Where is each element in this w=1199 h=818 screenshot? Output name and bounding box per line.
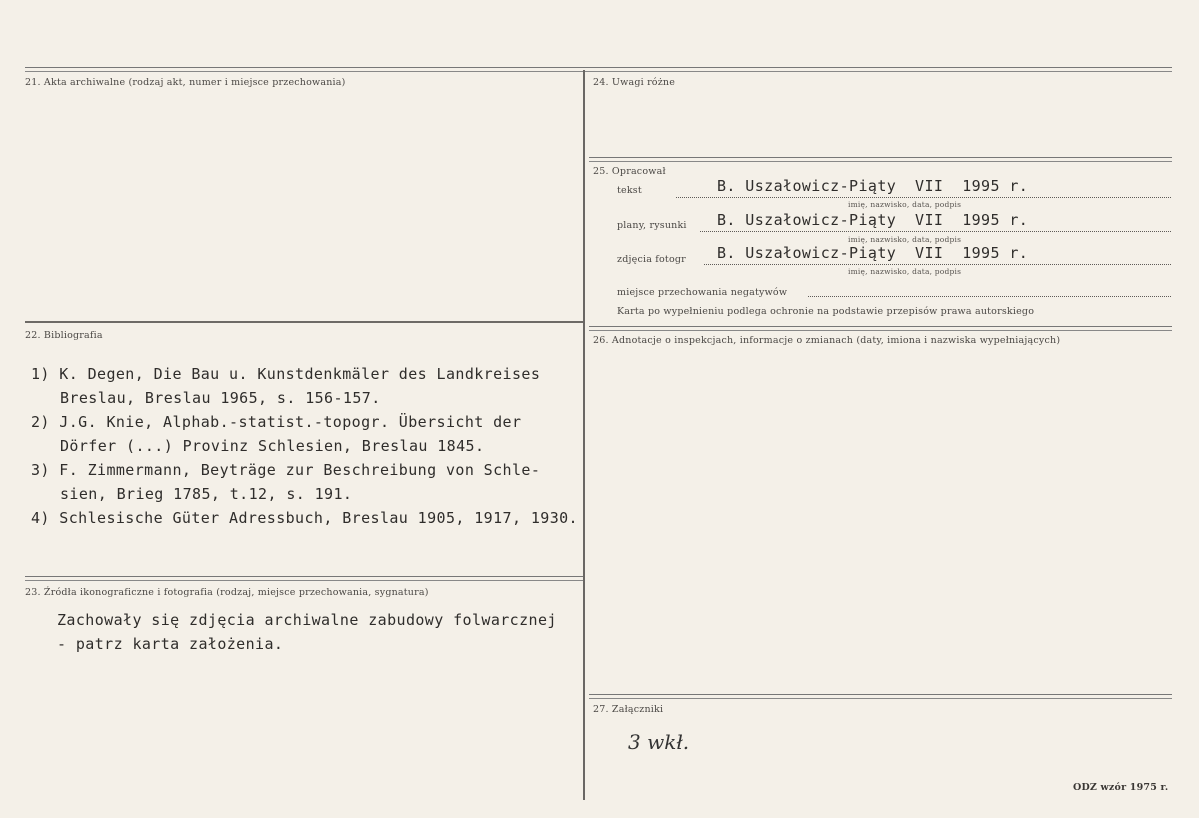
section-25-label: 25. Opracował [593,166,666,177]
bib-line: 2) J.G. Knie, Alphab.-statist.-topogr. Übersicht der [31,413,522,431]
author-row-value: B. Uszałowicz-Piąty VII 1995 r. [717,211,1029,229]
author-row-label: plany, rysunki [617,220,687,231]
negatives-line [808,296,1171,297]
section-24-label: 24. Uwagi różne [593,77,676,88]
top-border-rule [25,67,1172,72]
bib-line: 4) Schlesische Güter Adressbuch, Breslau 1905, 1917, 1930. [31,509,578,527]
section-26-divider [589,326,1172,331]
form-id: ODZ wzór 1975 r. [1073,782,1169,793]
section-23-divider [25,576,583,581]
author-row-hint: imię, nazwisko, data, podpis [848,267,962,276]
author-row-hint: imię, nazwisko, data, podpis [848,235,962,244]
attachments-value: 3 wkł. [628,730,690,754]
iconography-line: - patrz karta założenia. [57,635,284,653]
negatives-label: miejsce przechowania negatywów [617,287,788,298]
section-22-divider [25,321,583,323]
author-row-value: B. Uszałowicz-Piąty VII 1995 r. [717,177,1029,195]
bib-line: 1) K. Degen, Die Bau u. Kunstdenkmäler des Landkreises [31,365,541,383]
bib-line: 3) F. Zimmermann, Beyträge zur Beschreibung von Schle- [31,461,541,479]
author-row-line [676,197,1171,198]
author-row-label: tekst [617,185,642,196]
center-divider [583,70,585,800]
section-23-label: 23. Źródła ikonograficzne i fotografia (rodzaj, miejsce przechowania, sygnatura) [25,587,429,598]
section-21-label: 21. Akta archiwalne (rodzaj akt, numer i miejsce przechowania) [25,77,346,88]
section-25-divider [589,157,1172,162]
bib-line: sien, Brieg 1785, t.12, s. 191. [60,485,353,503]
bibliography-list [31,362,578,530]
copyright-note: Karta po wypełnieniu podlega ochronie na podstawie przepisów prawa autorskiego [617,306,1035,317]
author-row-value: B. Uszałowicz-Piąty VII 1995 r. [717,244,1029,262]
author-row-line [704,264,1171,265]
author-row-hint: imię, nazwisko, data, podpis [848,200,962,209]
author-row-line [700,231,1171,232]
author-row-label: zdjęcia fotogr [617,254,686,265]
bib-line: Dörfer (...) Provinz Schlesien, Breslau 1845. [60,437,485,455]
iconography-line: Zachowały się zdjęcia archiwalne zabudowy folwarcznej [57,611,557,629]
section-27-divider [589,694,1172,699]
section-27-label: 27. Załączniki [593,704,664,715]
bib-line: Breslau, Breslau 1965, s. 156-157. [60,389,381,407]
section-22-label: 22. Bibliografia [25,330,103,341]
section-26-label: 26. Adnotacje o inspekcjach, informacje o zmianach (daty, imiona i nazwiska wypełniających) [593,335,1061,346]
iconography-text [57,608,557,656]
